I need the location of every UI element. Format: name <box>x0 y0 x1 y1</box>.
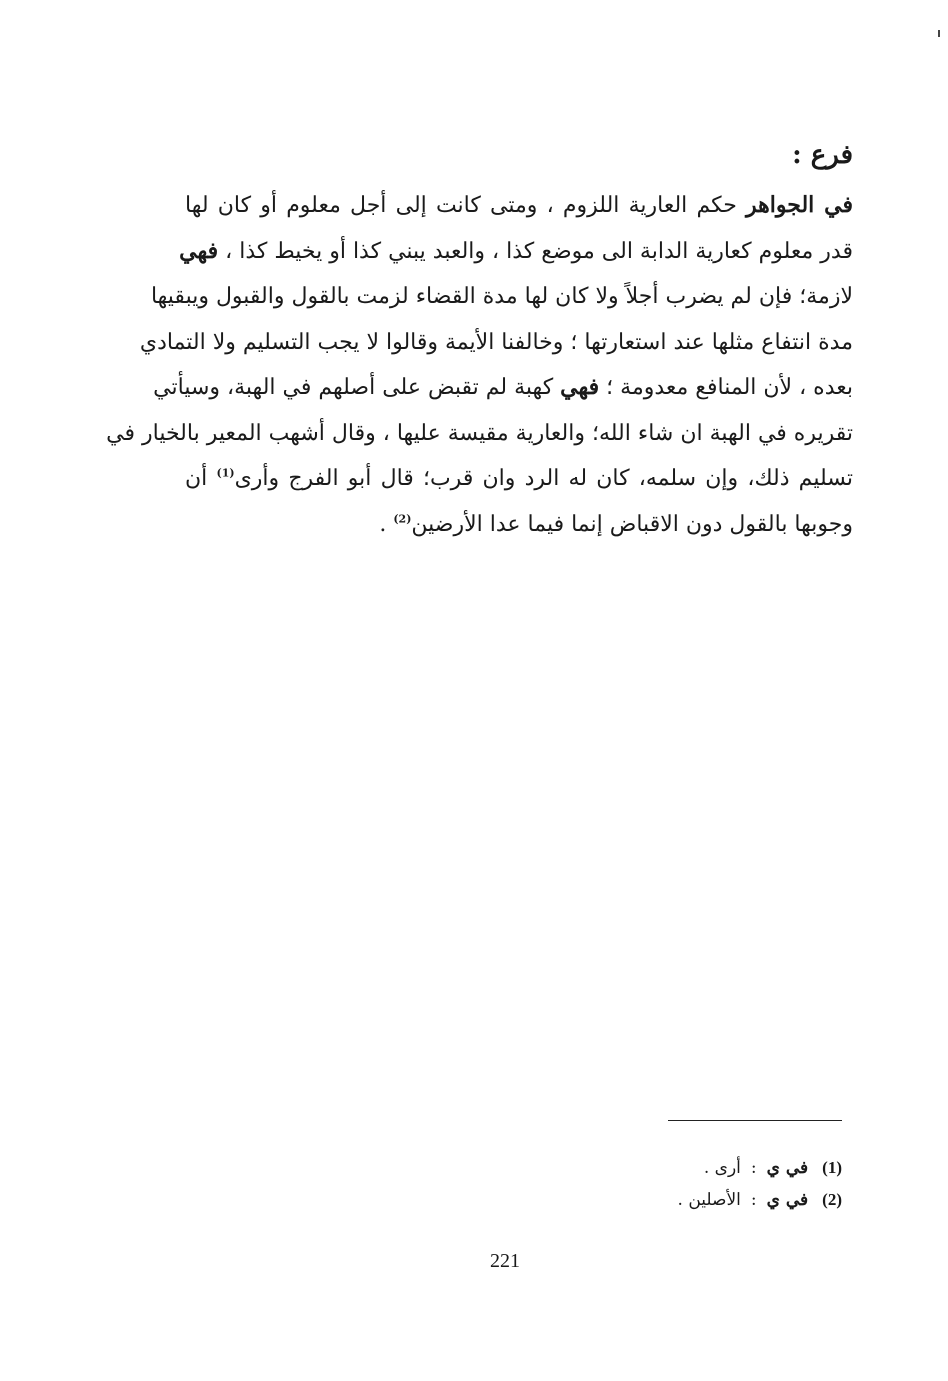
paragraph-line-8 <box>185 502 853 548</box>
section-heading: فرع : <box>792 140 853 170</box>
line-text: . <box>379 511 394 537</box>
footnotes <box>678 1152 842 1216</box>
page-number: 221 <box>490 1250 520 1272</box>
paragraph-line-2 <box>179 229 853 275</box>
paragraph-line-1 <box>185 183 853 229</box>
paragraph-line-6 <box>106 411 853 457</box>
footnote-separator: : <box>750 1190 757 1210</box>
line-text: تسليم ذلك، وإن سلمه، كان له الرد وان قرب؛ قال أبو الفرج وأرى <box>234 466 853 491</box>
footnote-number: (2) <box>822 1190 842 1209</box>
line-text: تقريره في الهبة ان شاء الله؛ والعارية مقيسة عليها ، وقال أشهب المعير بالخيار في <box>106 420 853 446</box>
source-name: في الجواهر <box>746 192 853 218</box>
footnote-1 <box>678 1152 842 1184</box>
line-text: لازمة؛ فإن لم يضرب أجلاً ولا كان لها مدة القضاء لزمت بالقول والقبول ويبقيها <box>150 284 853 309</box>
emphasis-word: فهي <box>560 374 600 400</box>
emphasis-word: فهي <box>179 237 219 264</box>
line-text: وجوبها بالقول دون الاقباض إنما فيما عدا الأرضين <box>411 511 853 537</box>
line-text: كهبة لم تقبض على أصلهم في الهبة، وسيأتي <box>153 375 561 400</box>
line-text: حكم العارية اللزوم ، ومتى كانت إلى أجل معلوم أو كان لها <box>185 193 747 218</box>
margin-mark <box>938 30 940 37</box>
footnote-ref-1[interactable]: (1) <box>216 466 235 480</box>
footnote-text: أرى . <box>703 1158 741 1178</box>
main-paragraph <box>106 183 853 547</box>
footnote-separator: : <box>750 1158 757 1178</box>
line-text: مدة انتفاع مثلها عند استعارتها ؛ وخالفنا الأيمة وقالوا لا يجب التسليم ولا التمادي <box>139 329 853 355</box>
paragraph-line-4 <box>139 320 853 366</box>
footnote-number: (1) <box>822 1158 842 1177</box>
line-text: بعده ، لأن المنافع معدومة ؛ <box>599 375 853 400</box>
paragraph-line-5 <box>153 365 853 411</box>
line-text: قدر معلوم كعارية الدابة الى موضع كذا ، والعبد يبني كذا أو يخيط كذا ، <box>218 238 853 264</box>
footnote-source: في ي <box>766 1158 809 1178</box>
footnote-source: في ي <box>766 1190 809 1210</box>
footnote-divider <box>668 1120 842 1121</box>
line-text: أن <box>185 466 217 491</box>
footnote-text: الأصلين . <box>677 1190 741 1210</box>
paragraph-line-7 <box>185 456 853 502</box>
footnote-ref-2[interactable]: (2) <box>393 512 412 526</box>
footnote-2 <box>678 1184 842 1216</box>
paragraph-line-3 <box>150 274 853 320</box>
